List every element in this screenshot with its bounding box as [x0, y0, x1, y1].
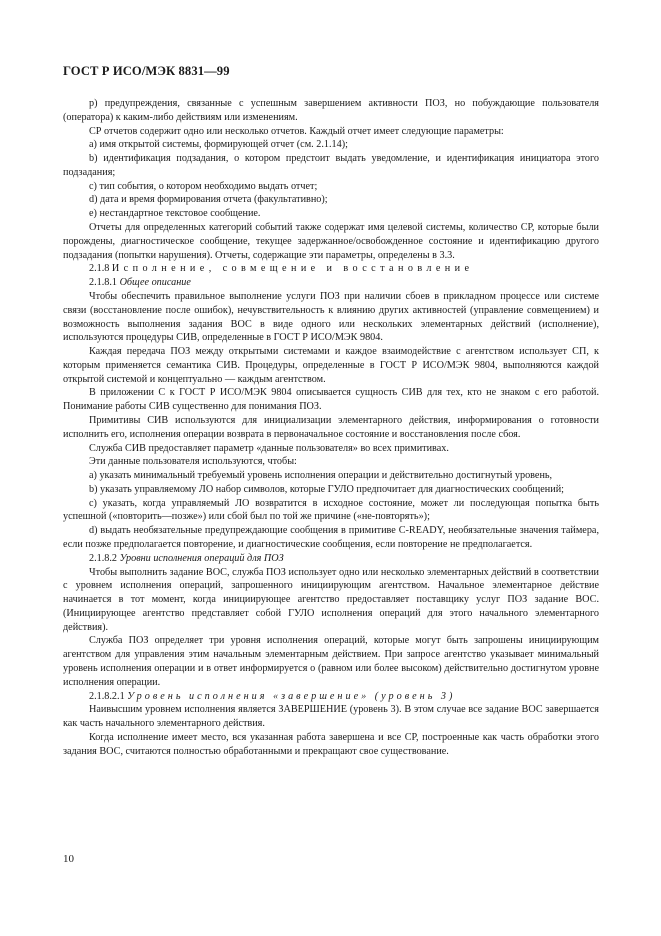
paragraph: Служба СИВ предоставляет параметр «данные пользователя» во всех примитивах. [89, 442, 449, 454]
document-header: ГОСТ Р ИСО/МЭК 8831—99 [63, 64, 230, 78]
paragraph: Эти данные пользователя используются, чтобы: [89, 456, 297, 468]
paragraph: р) предупреждения, связанные с успешным завершением активности ПОЗ, но побуждающие пользователя (оператора) к каким-либо действиям или изменениям. [63, 98, 599, 123]
paragraph: Каждая передача ПОЗ между открытыми системами и каждое взаимодействие с агентством использует СП, к которым применяется семантика СИВ. Процедуры, определенные в ГОСТ Р ИСО/МЭК 9804, выполняются каждой открытой системой и концептуально — каждым агентством. [63, 346, 599, 385]
list-item: d) выдать необязательные предупреждающие сообщения в примитиве C-READY, необязательные значения таймера, если позже предполагается повторение, и диагностические сообщения, если повторение не предполагается. [63, 525, 599, 550]
section-number: 2.1.8.2 [89, 552, 118, 564]
paragraph: Примитивы СИВ используются для инициализации элементарного действия, информирования о готовности исполнить его, исполнения операции возврата в первоначальное состояние и восстановления после сбоя. [63, 414, 599, 440]
list-item: d) дата и время формирования отчета (факультативно); [89, 194, 328, 206]
paragraph: В приложении С к ГОСТ Р ИСО/МЭК 9804 описывается сущность СИВ для тех, кто не знаком с его работой. Понимание работы СИВ существенно для понимания ПОЗ. [63, 387, 599, 413]
paragraph: Когда исполнение имеет место, вся указанная работа завершена и все СР, построенные как часть обработки этого задания ВОС, считаются полностью обработанными и прекращают свое существование. [63, 731, 599, 757]
paragraph: Чтобы обеспечить правильное выполнение услуги ПОЗ при наличии сбоев в прикладном процессе или системе связи (восстановление после ошибок), нечувствительность к влиянию других активностей (управление совмещением) и возможность выполнения задания ВОС в виде одного или нескольких элементарных действий (исполнение), используются процедуры СИВ, определенные в ГОСТ Р ИСО/МЭК 9804. [63, 290, 599, 344]
section-number: 2.1.8.2.1 [89, 690, 125, 702]
section-title: Общее описание [119, 277, 191, 289]
paragraph: СР отчетов содержит одно или несколько отчетов. Каждый отчет имеет следующие параметры: [89, 125, 504, 137]
paragraph: Чтобы выполнить задание ВОС, служба ПОЗ использует одно или несколько элементарных действий в соответствии с уровнем исполнения операций, запрошенного инициирующим агентством. Начальное элементарное действие начинается в тот момент, когда инициирующее агентство предоставляет поставщику услуг ПОЗ задание ВОС. (Инициирующее агентство представляет собой ГУЛО исполнения операций для этого начального элементарного действия). [63, 566, 599, 633]
section-number: 2.1.8 [89, 263, 110, 275]
section-heading-2-1-8-1 [63, 276, 599, 290]
section-title: Уровни исполнения операций для ПОЗ [119, 552, 284, 564]
list-item: с) тип события, о котором необходимо выдать отчет; [89, 180, 318, 192]
list-item: а) имя открытой системы, формирующей отчет (см. 2.1.14); [89, 139, 348, 151]
list-item: b) указать управляемому ЛО набор символов, которые ГУЛО предпочитает для диагностических сообщений; [89, 483, 564, 495]
section-title: Уровень исполнения «завершение» (уровень 3) [127, 690, 456, 702]
paragraph: Служба ПОЗ определяет три уровня исполнения операций, которые могут быть запрошены инициирующим агентством для управления этим начальным элементарным действием. При запросе агентство указывает минимальный уровень исполнения операции и в ответ информируется о (равном или более высоком) действительно достигнутом уровне исполнения операции. [63, 635, 599, 688]
document-body [63, 97, 599, 759]
section-title: Исполнение, совмещение и восстановление [111, 263, 474, 275]
paragraph: Отчеты для определенных категорий событий также содержат имя целевой системы, количество СР, которые были порождены, диагностическое сообщение, текущее задержанное/освобожденное состояние и идентификацию другого подзадания (попытки нарушения). Отчеты, содержащие эти параметры, определены в 3.3. [63, 222, 599, 261]
section-heading-2-1-8-2-1 [63, 690, 599, 704]
list-item: с) указать, когда управляемый ЛО возвратится в исходное состояние, может ли последующая попытка быть успешной («повторить—позже») или сбой был по той же причине («не-повторять»); [63, 497, 599, 523]
page-number: 10 [63, 853, 74, 865]
paragraph: Наивысшим уровнем исполнения является ЗАВЕРШЕНИЕ (уровень 3). В этом случае все задание ВОС завершается как часть начального элементарного действия. [63, 704, 599, 730]
section-heading-2-1-8-2 [63, 552, 599, 566]
section-number: 2.1.8.1 [89, 277, 118, 289]
list-item: а) указать минимальный требуемый уровень исполнения операции и действительно достигнутый уровень, [89, 470, 553, 482]
list-item: е) нестандартное текстовое сообщение. [89, 208, 261, 220]
section-heading-2-1-8 [63, 262, 599, 276]
list-item: b) идентификация подзадания, о котором предстоит выдать уведомление, и идентификация инициатора этого подзадания; [63, 153, 599, 178]
